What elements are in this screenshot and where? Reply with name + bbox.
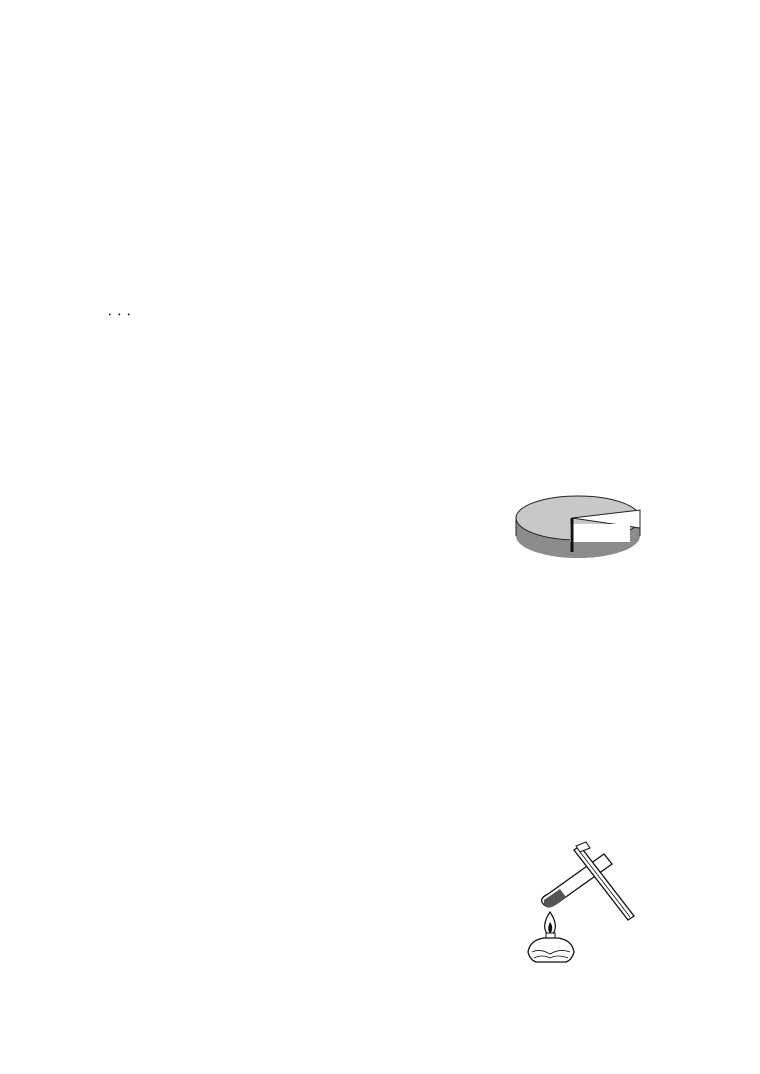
flame (545, 912, 556, 935)
alcohol-lamp-heating-diagram (520, 840, 640, 970)
alcohol-lamp (528, 933, 574, 962)
air-composition-pie-chart (510, 480, 670, 572)
